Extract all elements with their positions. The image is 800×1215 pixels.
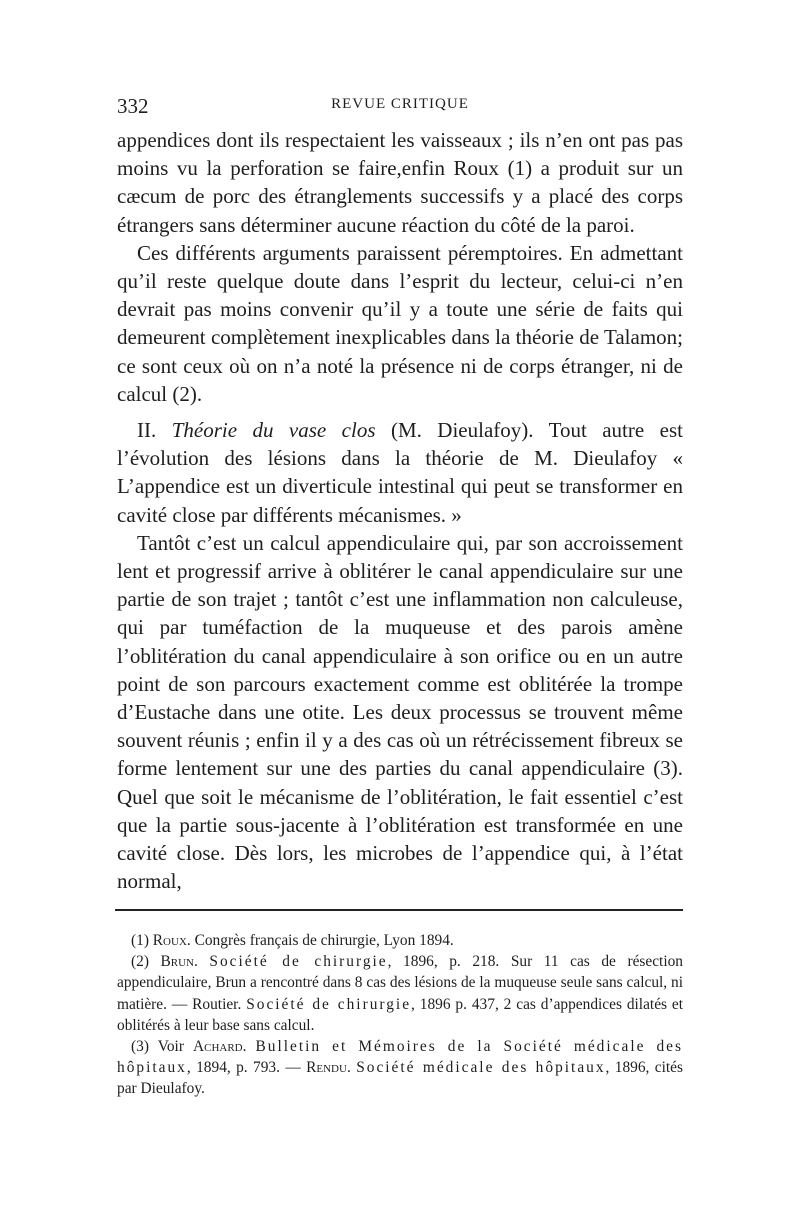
footnote-3 xyxy=(117,1036,683,1100)
paragraph-1: appendices dont ils respectaient les vaisseaux ; ils n’en ont pas pas moins vu la perforation se faire,enfin Roux (1) a produit sur un cæcum de porc des étranglements successifs y a placé des corps étrangers sans déterminer aucune réaction du côté de la paroi. xyxy=(117,128,683,237)
footnote-journal: Bulletin et Mémoires de la Société médicale des hôpitaux xyxy=(117,1038,683,1077)
footnote-author: Brun xyxy=(160,953,195,971)
section-number: II. xyxy=(137,418,172,443)
footnote-text: . xyxy=(346,1059,357,1077)
page-header xyxy=(117,94,683,122)
footnote-journal: Société de chirurgie xyxy=(246,995,412,1013)
section-title: Théorie du vase clos xyxy=(171,418,376,443)
page-number: 332 xyxy=(117,94,149,118)
running-title: REVUE CRITIQUE xyxy=(331,96,469,112)
body-text xyxy=(117,126,683,895)
footnote-1 xyxy=(117,930,683,951)
paragraph-4: Tantôt c’est un calcul appendiculaire qui, par son accroissement lent et progressif arrive à oblitérer le canal appendiculaire sur une partie de son trajet ; tantôt c’est une inflammation non calculeuse, qui par tuméfaction de la muqueuse et des parois amène l’oblitération du canal appendiculaire à son orifice ou en un autre point de son parcours exactement comme est oblitérée la trompe d’Eustache dans une otite. Les deux processus se trouvent même souvent réunis ; enfin il y a des cas où un rétrécissement fibreux se forme lentement sur une des parties du canal appendiculaire (3). Quel que soit le mécanisme de l’oblitération, le fait essentiel c’est que la partie sous-jacente à l’oblitération est transformée en une cavité close. Dès lors, les microbes de l’appendice qui, à l’état normal, xyxy=(117,530,683,894)
footnote-separator xyxy=(115,909,683,911)
footnote-2 xyxy=(117,951,683,1036)
footnote-text: , 1896, cités par Dieulafoy. xyxy=(117,1059,683,1098)
footnote-number: (3) Voir xyxy=(131,1038,193,1056)
footnote-text: , 1896, p. 218. Sur 11 cas de résection appendiculaire, Brun a rencontré dans 8 cas des lésions de la muqueuse seule sans calcul, ni matière. — Routier. xyxy=(117,953,683,1013)
footnote-journal: Société médicale des hôpitaux xyxy=(356,1059,606,1077)
footnote-author: Rendu xyxy=(306,1059,347,1077)
footnote-text: , 1894, p. 793. — xyxy=(186,1059,307,1077)
footnote-text: . Congrès français de chirurgie, Lyon 1894. xyxy=(186,932,454,949)
footnote-number: (1) xyxy=(131,932,153,949)
footnote-text: , 1896 p. 437, 2 cas d’appendices dilatés et oblitérés à leur base sans calcul. xyxy=(117,995,683,1034)
footnote-text: . xyxy=(194,953,210,971)
footnote-author: Roux xyxy=(152,932,187,949)
footnote-text: . xyxy=(242,1038,256,1056)
footnotes xyxy=(117,930,683,1100)
footnote-number: (2) xyxy=(131,953,161,971)
paragraph-3-text: (M. Dieulafoy). Tout autre est l’évolution des lésions dans la théorie de M. Dieulafoy « L’appendice est un diverticule intestinal qui peut se transformer en cavité close par différents mécanismes. » xyxy=(117,418,683,527)
footnote-journal: Société de chirurgie xyxy=(209,953,388,971)
paragraph-2: Ces différents arguments paraissent péremptoires. En admettant qu’il reste quelque doute dans l’esprit du lecteur, celui-ci n’en devrait pas moins convenir qu’il y a toute une série de faits qui demeurent complètement inexplicables dans la théorie de Talamon; ce sont ceux où on n’a noté la présence ni de corps étranger, ni de calcul (2). xyxy=(117,240,683,406)
footnote-author: Achard xyxy=(193,1038,243,1056)
paragraph-3 xyxy=(117,416,683,529)
